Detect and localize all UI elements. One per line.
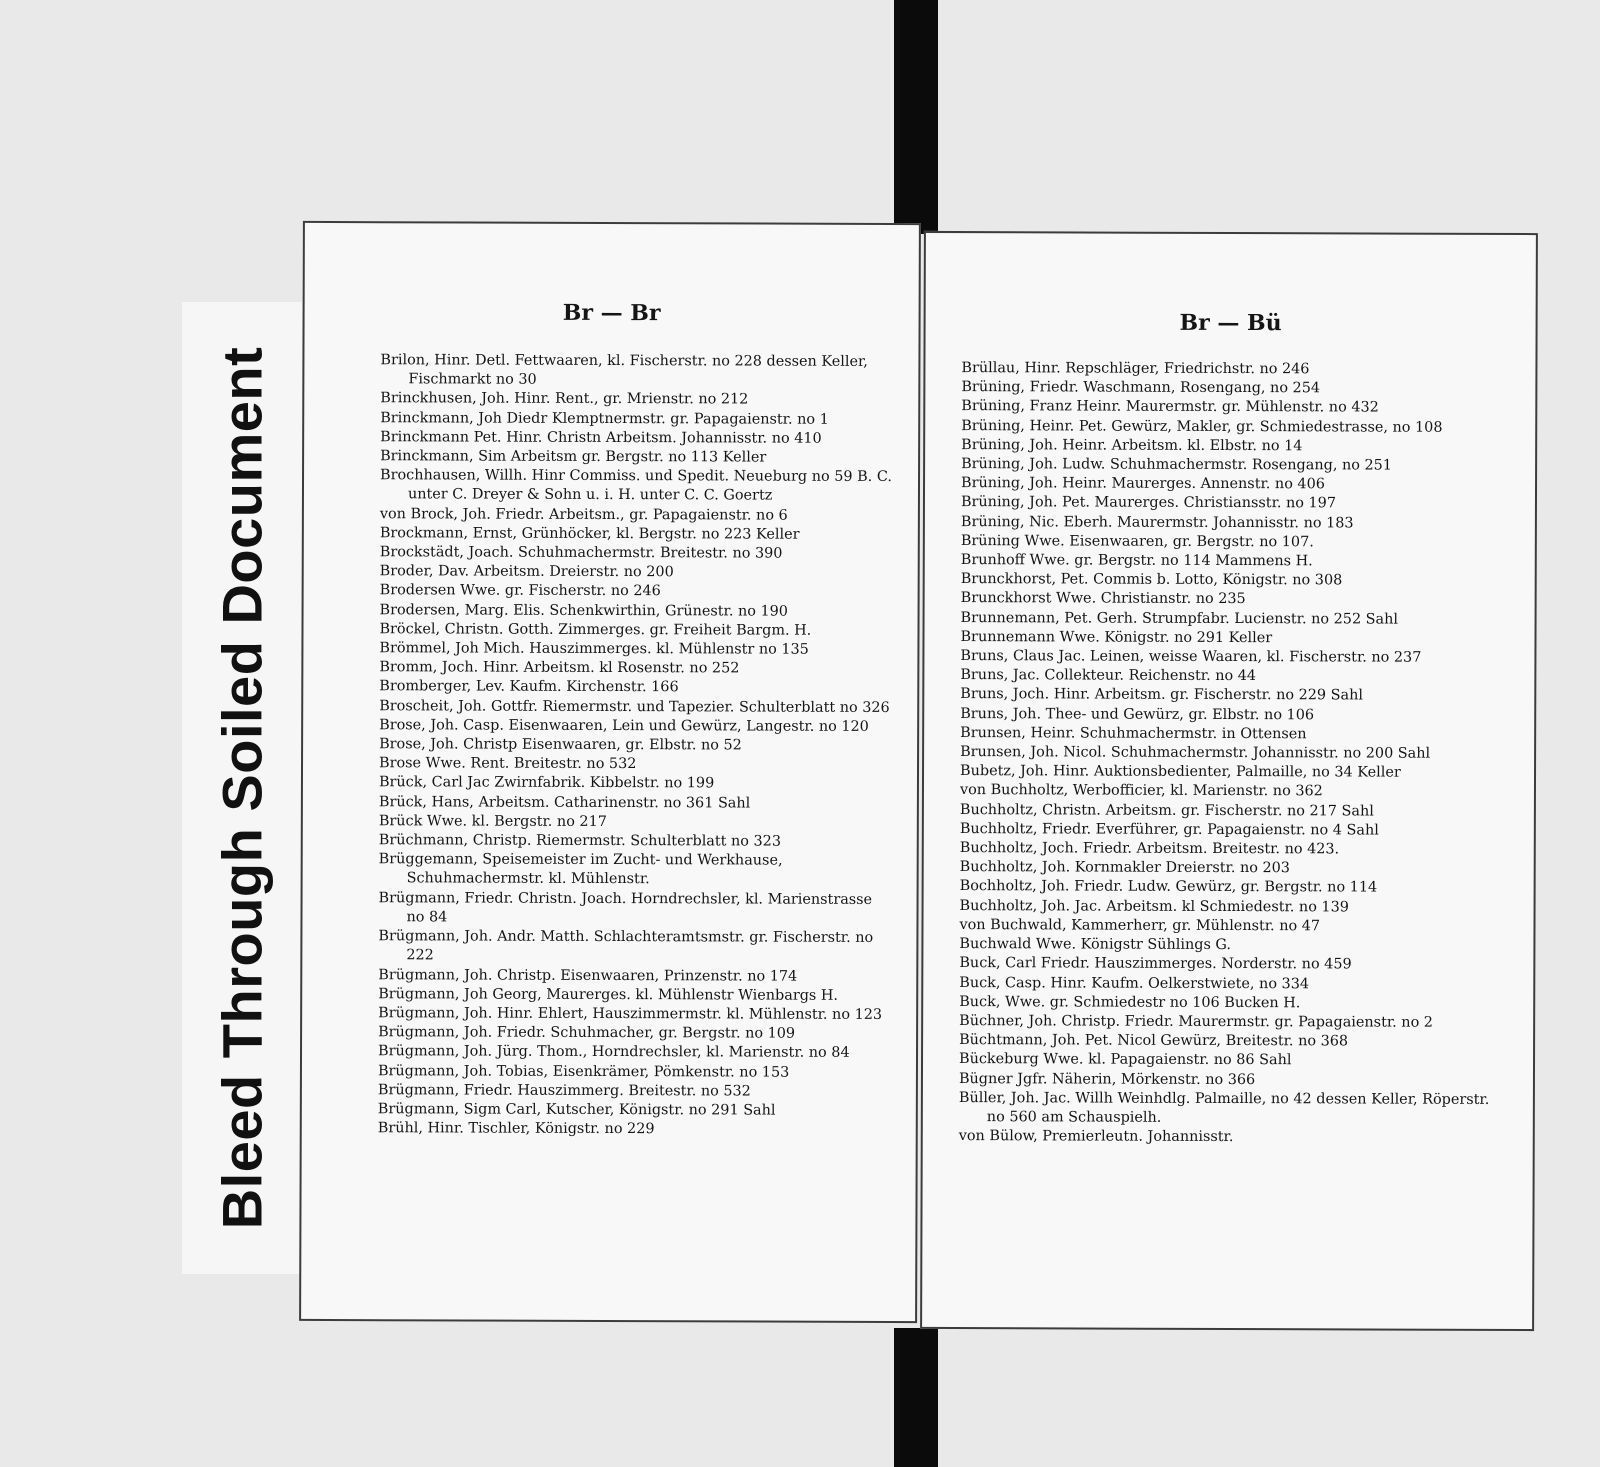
directory-entry: Brüggemann, Speisemeister im Zucht- und Werkhause, Schuhmachermstr. kl. Mühlenstr. <box>378 851 783 888</box>
directory-entry: Buchholtz, Joch. Friedr. Arbeitsm. Breitestr. no 423. <box>959 840 1340 858</box>
side-label-text: Bleed Through Soiled Document <box>210 346 274 1230</box>
directory-entry: Brügmann, Joh. Andr. Matth. Schlachteramtsmstr. gr. Fischerstr. no 222 <box>378 928 874 964</box>
directory-entry: Brüning, Friedr. Waschmann, Rosengang, no 254 <box>961 379 1321 397</box>
directory-entry: Brüning, Franz Heinr. Maurermstr. gr. Mühlenstr. no 432 <box>961 398 1379 416</box>
directory-entry: Brinckmann, Joh Diedr Klemptnermstr. gr. Papagaienstr. no 1 <box>380 409 829 428</box>
directory-entry: Bruns, Claus Jac. Leinen, weisse Waaren, kl. Fischerstr. no 237 <box>960 648 1422 666</box>
directory-entry: Buchholtz, Joh. Jac. Arbeitsm. kl Schmiedestr. no 139 <box>959 897 1349 916</box>
directory-entry: Büchner, Joh. Christp. Friedr. Maurermstr. gr. Papagaienstr. no 2 <box>959 1012 1434 1031</box>
directory-entry: Brügmann, Joh. Tobias, Eisenkrämer, Pömkenstr. no 153 <box>377 1062 790 1081</box>
left-page-header: Br — Br <box>562 299 661 327</box>
left-entry-list <box>378 351 893 1140</box>
directory-entry: Brück, Carl Jac Zwirnfabrik. Kibbelstr. no 199 <box>378 774 715 792</box>
directory-entry: Buchholtz, Christn. Arbeitsm. gr. Fischerstr. no 217 Sahl <box>959 801 1374 820</box>
directory-entry: Bruns, Joh. Thee- und Gewürz, gr. Elbstr. no 106 <box>960 705 1315 723</box>
directory-entry: Brügmann, Joh. Hinr. Ehlert, Hauszimmermstr. kl. Mühlenstr. no 123 <box>378 1005 883 1023</box>
directory-entry: Brose Wwe. Rent. Breitestr. no 532 <box>379 755 637 773</box>
directory-entry: Brück Wwe. kl. Bergstr. no 217 <box>378 813 607 830</box>
directory-entry: Brunnemann, Pet. Gerh. Strumpfabr. Lucienstr. no 252 Sahl <box>960 609 1399 628</box>
directory-entry: Buck, Carl Friedr. Hauszimmerges. Norderstr. no 459 <box>959 955 1352 973</box>
directory-entry: Brunckhorst, Pet. Commis b. Lotto, Königstr. no 308 <box>960 571 1343 589</box>
directory-entry: Brockstädt, Joach. Schuhmachermstr. Breitestr. no 390 <box>379 544 783 562</box>
directory-entry: Buchholtz, Friedr. Everführer, gr. Papagaienstr. no 4 Sahl <box>959 820 1379 839</box>
binding-strip-bottom <box>894 1328 938 1467</box>
directory-entry: Brochhausen, Willh. Hinr Commiss. und Spedit. Neueburg no 59 B. C. unter C. Dreyer & Sohn u. i. H. unter C. C. Goertz <box>380 467 892 504</box>
directory-entry: Broder, Dav. Arbeitsm. Dreierstr. no 200 <box>379 563 674 581</box>
directory-entry: Broscheit, Joh. Gottfr. Riemermstr. und Tapezier. Schulterblatt no 326 <box>379 697 890 716</box>
directory-entry: Brinckmann Pet. Hinr. Christn Arbeitsm. Johannisstr. no 410 <box>380 429 822 447</box>
directory-entry: Brüllau, Hinr. Repschläger, Friedrichstr. no 246 <box>961 360 1310 378</box>
directory-entry: Bruns, Joch. Hinr. Arbeitsm. gr. Fischerstr. no 229 Sahl <box>960 686 1364 704</box>
directory-entry: von Bülow, Premierleutn. Johannisstr. <box>958 1128 1234 1146</box>
directory-entry: Büchtmann, Joh. Pet. Nicol Gewürz, Breitestr. no 368 <box>959 1032 1349 1050</box>
binding-strip-top <box>894 0 938 234</box>
directory-entry: Brüning, Joh. Ludw. Schuhmachermstr. Rosengang, no 251 <box>961 456 1393 474</box>
directory-entry: Brinckmann, Sim Arbeitsm gr. Bergstr. no 113 Keller <box>380 448 767 466</box>
directory-entry: Brügmann, Joh. Jürg. Thom., Horndrechsler, kl. Marienstr. no 84 <box>377 1043 850 1062</box>
directory-entry: Brodersen Wwe. gr. Fischerstr. no 246 <box>379 582 661 600</box>
directory-entry: Bubetz, Joh. Hinr. Auktionsbedienter, Palmaille, no 34 Keller <box>960 763 1401 781</box>
directory-entry: Brömmel, Joh Mich. Hauszimmerges. kl. Mühlenstr no 135 <box>379 640 809 658</box>
directory-entry: Brodersen, Marg. Elis. Schenkwirthin, Grünestr. no 190 <box>379 601 789 620</box>
directory-entry: Brüning, Joh. Heinr. Maurerges. Annenstr. no 406 <box>961 475 1325 493</box>
directory-entry: Buck, Casp. Hinr. Kaufm. Oelkerstwiete, no 334 <box>959 974 1310 992</box>
directory-entry: von Buchwald, Kammerherr, gr. Mühlenstr. no 47 <box>959 916 1321 935</box>
left-page <box>299 221 921 1323</box>
directory-entry: Brüchmann, Christp. Riemermstr. Schulterblatt no 323 <box>378 832 782 850</box>
directory-entry: Brügmann, Friedr. Christn. Joach. Horndrechsler, kl. Marienstrasse no 84 <box>378 889 873 926</box>
directory-entry: von Buchholtz, Werbofficier, kl. Marienstr. no 362 <box>959 782 1323 800</box>
directory-entry: Brüning Wwe. Eisenwaaren, gr. Bergstr. no 107. <box>960 532 1314 551</box>
directory-entry: Brose, Joh. Christp Eisenwaaren, gr. Elbstr. no 52 <box>379 736 742 754</box>
directory-entry: Brügmann, Joh. Christp. Eisenwaaren, Prinzenstr. no 174 <box>378 966 798 985</box>
directory-entry: Brunsen, Joh. Nicol. Schuhmachermstr. Johannisstr. no 200 Sahl <box>960 744 1431 762</box>
directory-entry: Bochholtz, Joh. Friedr. Ludw. Gewürz, gr. Bergstr. no 114 <box>959 878 1378 897</box>
side-label-card <box>182 302 302 1274</box>
directory-entry: Brüning, Nic. Eberh. Maurermstr. Johannisstr. no 183 <box>960 513 1354 532</box>
directory-entry: Brunsen, Heinr. Schuhmachermstr. in Ottensen <box>960 724 1307 743</box>
directory-entry: Brunhoff Wwe. gr. Bergstr. no 114 Mammens H. <box>960 552 1313 570</box>
directory-entry: Brügmann, Joh Georg, Maurerges. kl. Mühlenstr Wienbargs H. <box>378 985 839 1004</box>
directory-entry: Bröckel, Christn. Gotth. Zimmerges. gr. Freiheit Bargm. H. <box>379 621 812 639</box>
directory-entry: Buck, Wwe. gr. Schmiedestr no 106 Bucken H. <box>959 993 1301 1011</box>
directory-entry: Brüning, Heinr. Pet. Gewürz, Makler, gr. Schmiedestrasse, no 108 <box>961 417 1443 436</box>
directory-entry: Brügmann, Friedr. Hauszimmerg. Breitestr. no 532 <box>377 1081 751 1100</box>
right-page <box>920 231 1538 1331</box>
directory-entry: Brockmann, Ernst, Grünhöcker, kl. Bergstr. no 223 Keller <box>379 525 800 543</box>
right-entry-list <box>959 359 1500 1148</box>
directory-entry: Büller, Joh. Jac. Willh Weinhdlg. Palmaille, no 42 dessen Keller, Röperstr. no 560 am Schauspielh. <box>958 1089 1490 1126</box>
directory-entry: Buchholtz, Joh. Kornmakler Dreierstr. no 203 <box>959 859 1291 877</box>
directory-entry: Brügmann, Sigm Carl, Kutscher, Königstr. no 291 Sahl <box>377 1101 776 1119</box>
directory-entry: Brügmann, Joh. Friedr. Schuhmacher, gr. Bergstr. no 109 <box>378 1024 796 1042</box>
directory-entry: Bromm, Joch. Hinr. Arbeitsm. kl Rosenstr. no 252 <box>379 659 740 677</box>
directory-entry: Buchwald Wwe. Königstr Sühlings G. <box>959 936 1232 954</box>
directory-entry: Bügner Jgfr. Näherin, Mörkenstr. no 366 <box>958 1070 1256 1088</box>
directory-entry: Brück, Hans, Arbeitsm. Catharinenstr. no 361 Sahl <box>378 793 751 812</box>
directory-entry: Brüning, Joh. Pet. Maurerges. Christiansstr. no 197 <box>960 494 1337 512</box>
directory-entry: Brilon, Hinr. Detl. Fettwaaren, kl. Fischerstr. no 228 dessen Keller, Fischmarkt no 30 <box>380 352 868 388</box>
directory-entry: Brose, Joh. Casp. Eisenwaaren, Lein und Gewürz, Langestr. no 120 <box>379 717 869 735</box>
directory-entry: Bruns, Jac. Collekteur. Reichenstr. no 44 <box>960 667 1257 685</box>
directory-entry: Brunnemann Wwe. Königstr. no 291 Keller <box>960 628 1273 646</box>
right-page-header: Br — Bü <box>1179 309 1282 337</box>
directory-entry: Brunckhorst Wwe. Christianstr. no 235 <box>960 590 1246 608</box>
directory-entry: Bromberger, Lev. Kaufm. Kirchenstr. 166 <box>379 678 679 696</box>
directory-entry: Brüning, Joh. Heinr. Arbeitsm. kl. Elbstr. no 14 <box>961 436 1303 455</box>
directory-entry: Bückeburg Wwe. kl. Papagaienstr. no 86 Sahl <box>958 1051 1292 1069</box>
directory-entry: Brühl, Hinr. Tischler, Königstr. no 229 <box>377 1120 655 1138</box>
directory-entry: Brinckhusen, Joh. Hinr. Rent., gr. Mrienstr. no 212 <box>380 390 749 408</box>
directory-entry: von Brock, Joh. Friedr. Arbeitsm., gr. Papagaienstr. no 6 <box>379 505 788 524</box>
